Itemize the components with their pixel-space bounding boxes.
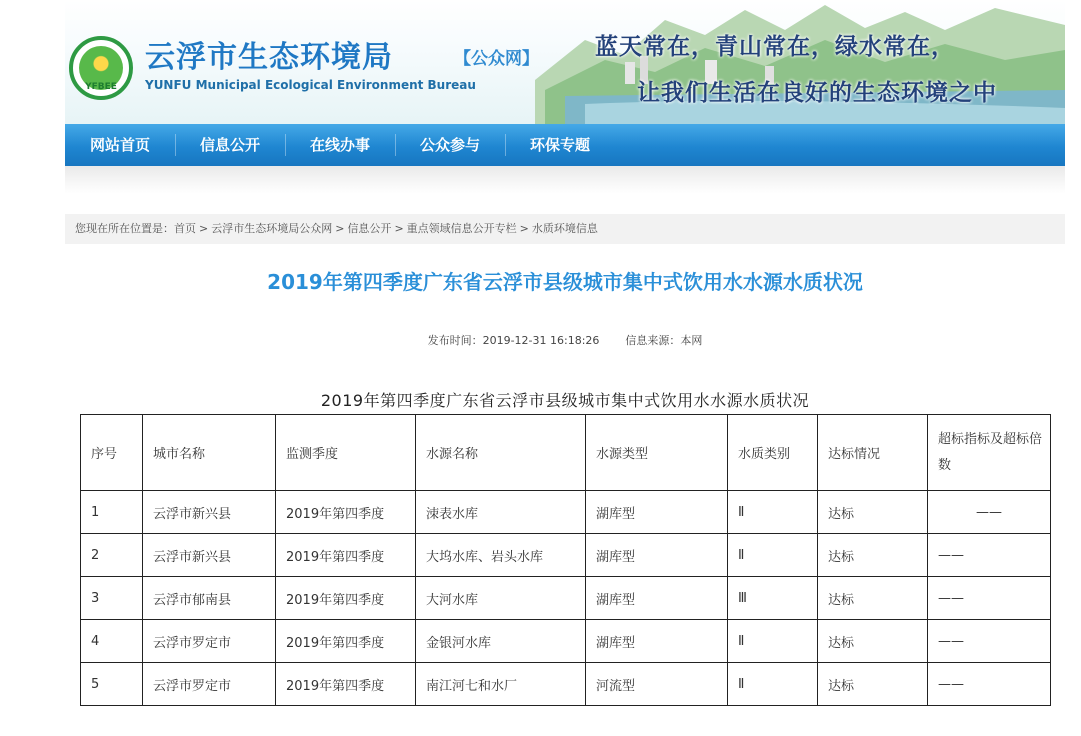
table-cell: —— [928,491,1051,534]
article-title: 2019年第四季度广东省云浮市县级城市集中式饮用水水源水质状况 [267,270,863,294]
table-cell: 金银河水库 [416,620,586,663]
breadcrumb-key-areas[interactable]: 重点领域信息公开专栏 [406,222,517,235]
nav-shadow [65,166,1065,194]
table-cell: 湖库型 [586,534,728,577]
table-cell: Ⅱ [728,491,818,534]
nav-item-info-disclosure[interactable]: 信息公开 [199,136,260,154]
nav-item-home[interactable]: 网站首页 [89,136,150,154]
table-caption: 2019年第四季度广东省云浮市县级城市集中式饮用水水源水质状况 [320,391,810,410]
table-cell: 湖库型 [586,577,728,620]
table-header-row [81,415,1051,491]
table-cell: 2019年第四季度 [276,491,416,534]
table-row [81,534,1051,577]
breadcrumb-home[interactable]: 首页 [174,222,196,235]
logo-text: YFBEE [85,82,117,92]
site-banner [65,0,1065,124]
table-cell: 4 [81,620,143,663]
table-cell: 3 [81,577,143,620]
breadcrumb-separator: > [335,222,345,235]
table-cell: 南江河七和水厂 [416,663,586,706]
breadcrumb-water-quality[interactable]: 水质环境信息 [531,222,598,235]
header-cell: 水质类别 [728,415,818,491]
breadcrumb-prefix: 您现在所在位置是： [75,222,174,235]
header-cell: 超标指标及超标倍数 [928,415,1051,491]
header-cell: 达标情况 [818,415,928,491]
table-cell: 云浮市罗定市 [143,620,276,663]
table-cell: Ⅱ [728,663,818,706]
table-cell: 2019年第四季度 [276,534,416,577]
table-row [81,577,1051,620]
table-cell: Ⅱ [728,534,818,577]
breadcrumb-separator: > [394,222,404,235]
table-cell: 达标 [818,491,928,534]
table-cell: 河流型 [586,663,728,706]
slogan-line-1: 蓝天常在，青山常在，绿水常在， [595,34,955,60]
site-tag: 【公众网】 [454,49,539,69]
site-title[interactable]: 云浮市生态环境局 [145,40,393,75]
breadcrumb-site[interactable]: 云浮市生态环境局公众网 [211,222,333,235]
table-cell: —— [928,620,1051,663]
table-row [81,620,1051,663]
nav-item-public-participation[interactable]: 公众参与 [419,136,480,154]
site-logo[interactable] [69,36,133,100]
table-cell: 2 [81,534,143,577]
table-cell: 大坞水库、岩头水库 [416,534,586,577]
table-cell: Ⅱ [728,620,818,663]
slogan-line-2: 让我们生活在良好的生态环境之中 [637,80,997,106]
header-cell: 水源名称 [416,415,586,491]
publish-time: 发布时间：2019-12-31 16:18:26 [427,334,600,347]
table-cell: 2019年第四季度 [276,577,416,620]
table-cell: 云浮市新兴县 [143,534,276,577]
table-cell: 5 [81,663,143,706]
table-cell: 达标 [818,534,928,577]
table-cell: 云浮市新兴县 [143,491,276,534]
table-cell: 洓表水库 [416,491,586,534]
breadcrumb-info-disclosure[interactable]: 信息公开 [347,222,392,235]
breadcrumb-separator: > [519,222,529,235]
table-cell: 湖库型 [586,491,728,534]
table-row [81,491,1051,534]
table-cell: 1 [81,491,143,534]
header-cell: 监测季度 [276,415,416,491]
table-cell: 云浮市郁南县 [143,577,276,620]
info-source: 信息来源：本网 [625,334,703,347]
site-english-name: YUNFU Municipal Ecological Environment Bureau [145,78,476,92]
table-cell: Ⅲ [728,577,818,620]
table-cell: 大河水库 [416,577,586,620]
water-quality-table [80,414,1051,706]
nav-item-env-topics[interactable]: 环保专题 [529,136,590,154]
table-cell: 达标 [818,663,928,706]
breadcrumb [65,214,1065,244]
table-cell: 达标 [818,620,928,663]
table-cell: 达标 [818,577,928,620]
table-cell: 2019年第四季度 [276,620,416,663]
table-cell: 2019年第四季度 [276,663,416,706]
table-cell: 云浮市罗定市 [143,663,276,706]
table-row [81,663,1051,706]
breadcrumb-separator: > [199,222,209,235]
table-cell: —— [928,577,1051,620]
table-cell: 湖库型 [586,620,728,663]
header-cell: 序号 [81,415,143,491]
header-cell: 水源类型 [586,415,728,491]
table-cell: —— [928,663,1051,706]
main-nav [65,124,1065,166]
article-meta [65,332,1065,348]
nav-item-online-services[interactable]: 在线办事 [309,136,370,154]
table-cell: —— [928,534,1051,577]
header-cell: 城市名称 [143,415,276,491]
